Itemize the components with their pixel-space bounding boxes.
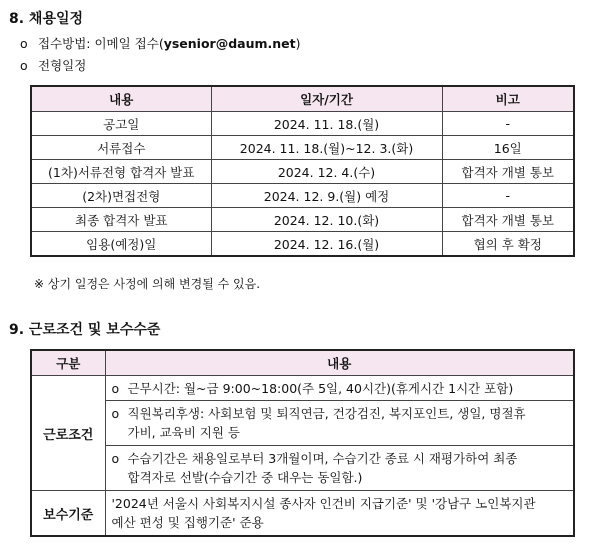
table-row xyxy=(31,136,574,160)
cell-remark: - xyxy=(442,184,574,208)
schedule-heading xyxy=(20,56,86,74)
pay-standard-line2: 예산 편성 및 집행기준' 준용 xyxy=(111,515,264,530)
schedule-note: ※ 상기 일정은 사정에 의해 변경될 수 있음. xyxy=(34,277,261,291)
work-hours-cell xyxy=(105,376,574,401)
email-address: ysenior@daum.net xyxy=(163,36,296,51)
schedule-header-row xyxy=(31,86,574,112)
bullet-mark: o xyxy=(111,406,120,421)
schedule-table xyxy=(30,85,575,257)
bullet-mark: o xyxy=(111,451,120,466)
table-row xyxy=(31,401,574,446)
cell-remark: 16일 xyxy=(442,136,574,160)
pay-standard-label: 보수기준 xyxy=(31,491,105,537)
bullet-mark: o xyxy=(111,380,120,396)
application-method-end: ) xyxy=(295,36,301,51)
cell-remark: 합격자 개별 통보 xyxy=(442,160,574,184)
welfare-cell xyxy=(105,401,574,446)
table-row xyxy=(31,208,574,232)
cell-content: (2차)면접전형 xyxy=(31,184,211,208)
header-content: 내용 xyxy=(105,350,574,376)
application-method-label: 접수방법: 이메일 접수( xyxy=(38,36,164,51)
table-row xyxy=(31,446,574,491)
section-9-title: 9. 근로조건 및 보수수준 xyxy=(9,322,161,338)
table-row xyxy=(31,112,574,136)
cell-content: (1차)서류전형 합격자 발표 xyxy=(31,160,211,184)
cell-remark: - xyxy=(442,112,574,136)
cell-date: 2024. 11. 18.(월) xyxy=(211,112,442,136)
pay-standard-line1: '2024년 서울시 사회복지시설 종사자 인건비 지급기준' 및 '강남구 노인복지관 xyxy=(111,496,536,511)
header-category: 구분 xyxy=(31,350,105,376)
section-8-title: 8. 채용일정 xyxy=(9,11,84,27)
cell-date: 2024. 11. 18.(월)~12. 3.(화) xyxy=(211,136,442,160)
cell-date: 2024. 12. 4.(수) xyxy=(211,160,442,184)
header-date: 일자/기간 xyxy=(211,86,442,112)
work-header-row xyxy=(31,350,574,376)
cell-content: 서류접수 xyxy=(31,136,211,160)
cell-remark: 합격자 개별 통보 xyxy=(442,208,574,232)
cell-remark: 협의 후 확정 xyxy=(442,232,574,257)
probation-text-line1: 수습기간은 채용일로부터 3개월이며, 수습기간 종료 시 재평가하여 최종 xyxy=(127,451,518,466)
work-conditions-table xyxy=(30,349,575,537)
welfare-text-line2: 가비, 교육비 지원 등 xyxy=(127,425,240,440)
bullet-mark: o xyxy=(20,36,28,51)
application-method xyxy=(20,34,301,52)
table-row xyxy=(31,491,574,537)
cell-content: 최종 합격자 발표 xyxy=(31,208,211,232)
schedule-heading-label: 전형일정 xyxy=(38,58,87,73)
cell-date: 2024. 12. 9.(월) 예정 xyxy=(211,184,442,208)
header-content: 내용 xyxy=(31,86,211,112)
cell-date: 2024. 12. 10.(화) xyxy=(211,208,442,232)
pay-standard-cell xyxy=(105,491,574,537)
probation-cell xyxy=(105,446,574,491)
cell-content: 임용(예정)일 xyxy=(31,232,211,257)
table-row xyxy=(31,184,574,208)
table-row xyxy=(31,376,574,401)
bullet-mark: o xyxy=(20,58,28,73)
cell-content: 공고일 xyxy=(31,112,211,136)
header-remark: 비고 xyxy=(442,86,574,112)
work-hours-text: 근무시간: 월~금 9:00~18:00(주 5일, 40시간)(휴게시간 1시간 포함) xyxy=(127,380,514,396)
welfare-text-line1: 직원복리후생: 사회보험 및 퇴직연금, 건강검진, 복지포인트, 생일, 명절휴 xyxy=(127,406,526,421)
table-row xyxy=(31,232,574,257)
work-conditions-label: 근로조건 xyxy=(31,376,105,491)
table-row xyxy=(31,160,574,184)
cell-date: 2024. 12. 16.(월) xyxy=(211,232,442,257)
probation-text-line2: 합격자로 선발(수습기간 중 대우는 동일함.) xyxy=(127,470,363,485)
